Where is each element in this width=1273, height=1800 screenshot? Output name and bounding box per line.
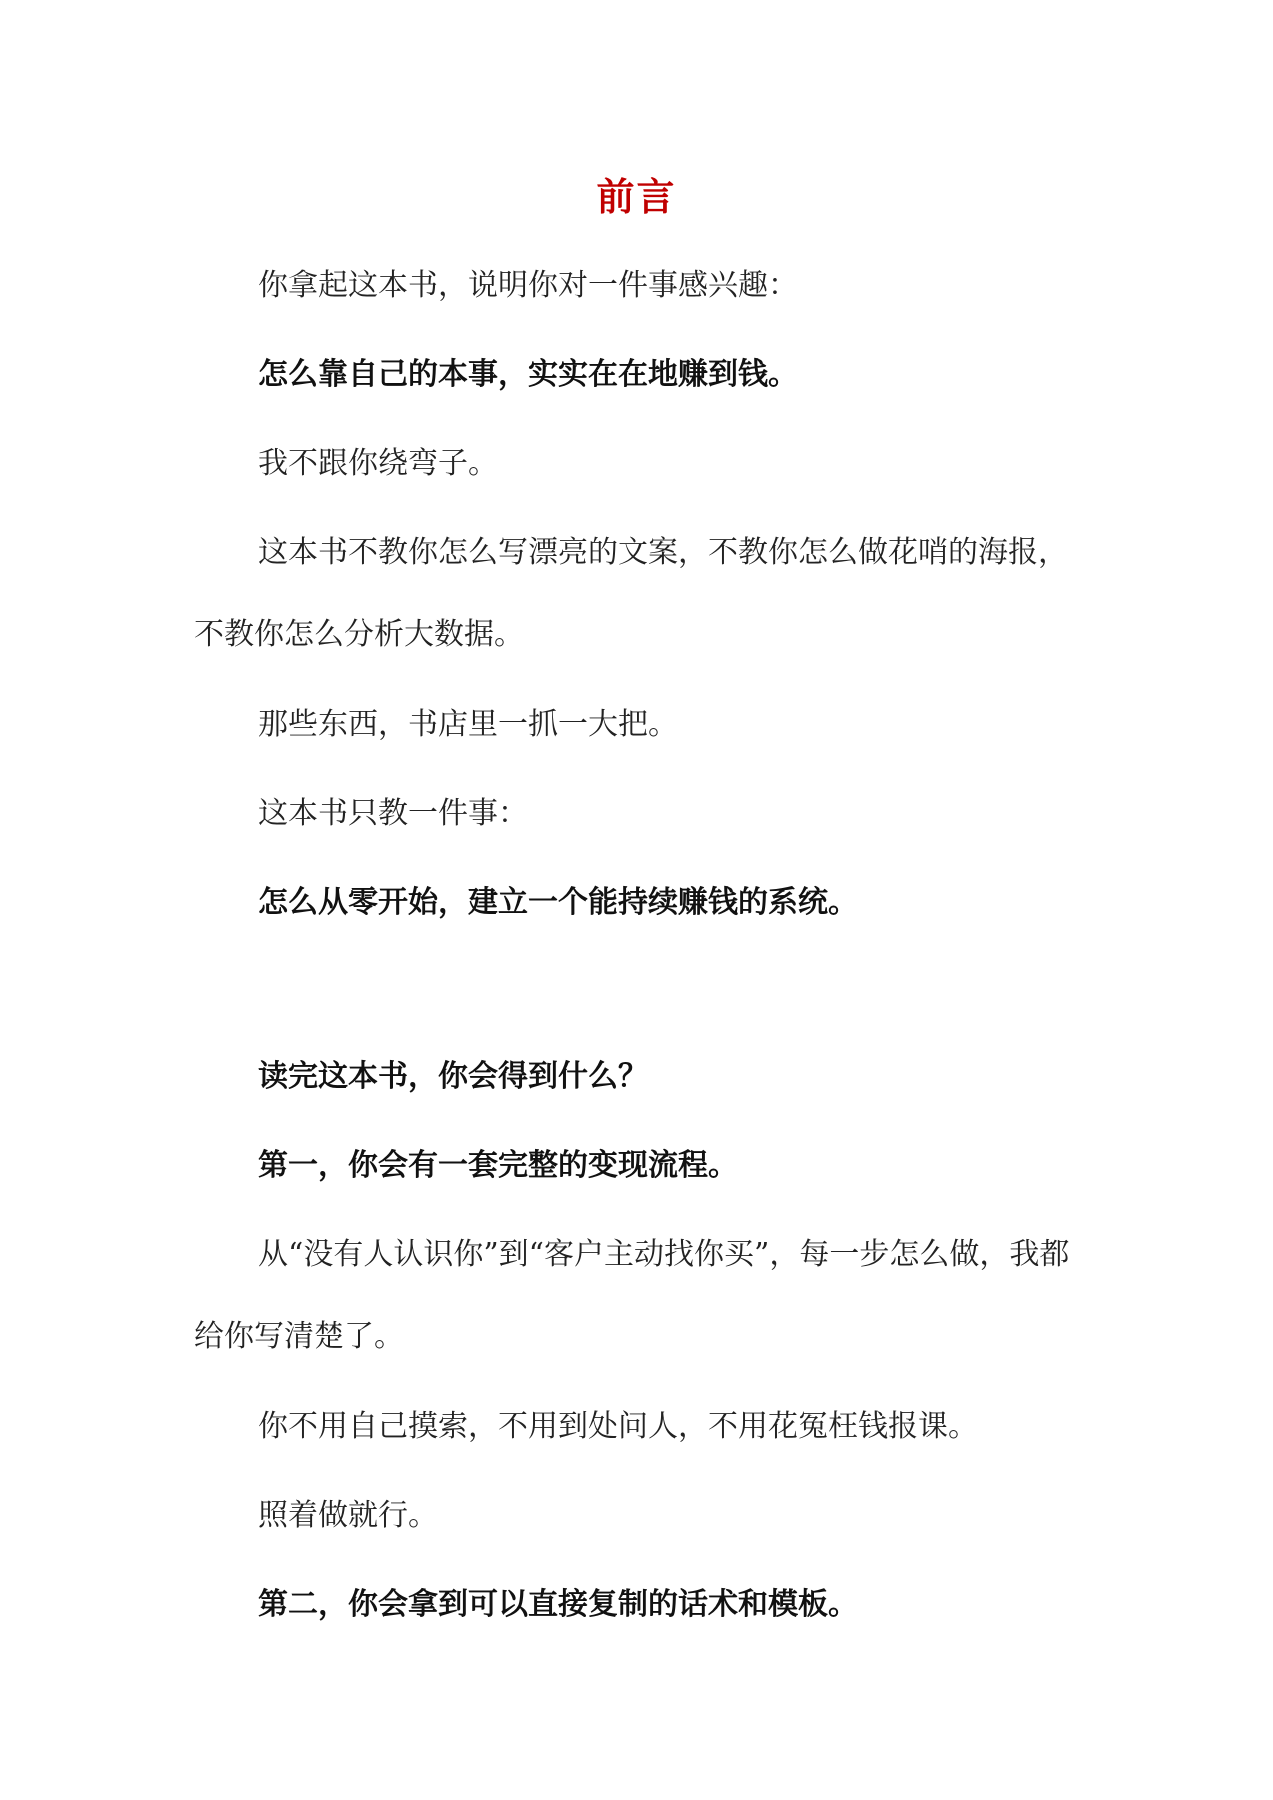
paragraph-9: 第一，你会有一套完整的变现流程。 [258,1148,738,1183]
paragraph-6: 这本书只教一件事： [258,796,528,831]
paragraph-1: 你拿起这本书，说明你对一件事感兴趣： [258,268,798,303]
paragraph-12: 照着做就行。 [258,1498,438,1533]
paragraph-13: 第二，你会拿到可以直接复制的话术和模板。 [258,1587,858,1622]
paragraph-4: 这本书不教你怎么写漂亮的文案，不教你怎么做花哨的海报，不教你怎么分析大数据。 [194,535,1068,652]
paragraph-11: 你不用自己摸索，不用到处问人，不用花冤枉钱报课。 [258,1409,978,1444]
paragraph-10: 从“没有人认识你”到“客户主动找你买”，每一步怎么做，我都给你写清楚了。 [194,1237,1070,1354]
paragraph-2: 怎么靠自己的本事，实实在在地赚到钱。 [258,357,798,392]
paragraph-8: 读完这本书，你会得到什么？ [258,1059,648,1094]
page-title: 前言 [596,174,677,219]
paragraph-5: 那些东西，书店里一抓一大把。 [258,707,678,742]
paragraph-7: 怎么从零开始，建立一个能持续赚钱的系统。 [258,885,858,920]
paragraph-3: 我不跟你绕弯子。 [258,446,498,481]
